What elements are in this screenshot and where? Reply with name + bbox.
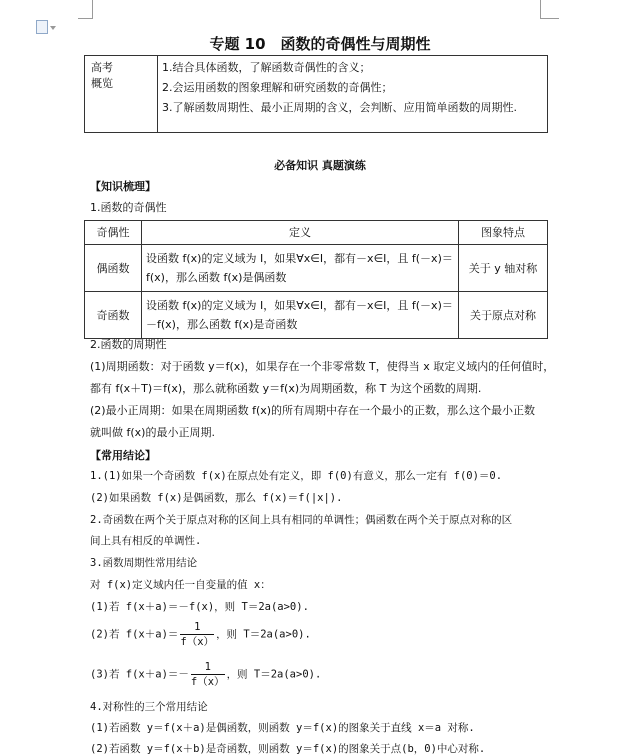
page-corner-top-left [78,0,93,19]
conclusion-line: (2)如果函数 f(x)是偶函数，那么 f(x)＝f(|x|). [90,492,343,504]
table-header: 定义 [142,221,459,245]
section-title: 必备知识 真题演练 [274,159,366,172]
table-cell-feature: 关于原点对称 [459,292,548,339]
overview-line: 2.会运用函数的图象理解和研究函数的奇偶性； [162,81,393,94]
fraction-line: (2)若 f(x＋a)＝ $\frac{1}{f(x)}$ ，则 T＝2a(a>0). [90,621,311,648]
item-heading: 1.函数的奇偶性 [90,201,167,214]
conclusion-line: 3.函数周期性常用结论 [90,557,198,569]
table-cell-feature: 关于 y 轴对称 [459,245,548,292]
conclusion-heading: 【常用结论】 [90,449,156,462]
paragraph-line: 都有 f(x＋T)＝f(x)，那么就称函数 y＝f(x)为周期函数，称 T 为这个函数的周期. [90,382,482,395]
document-icon[interactable] [36,20,48,34]
conclusion-line: 1.(1)如果一个奇函数 f(x)在原点处有定义，即 f(0)有意义，那么一定有 f(0)＝0. [90,470,503,482]
fraction-line: (3)若 f(x＋a)＝－ $\frac{1}{f(x)}$ ，则 T＝2a(a>0). [90,661,322,688]
table-header: 图象特点 [459,221,548,245]
overview-line: 1.结合具体函数，了解函数奇偶性的含义； [162,61,371,74]
table-header: 奇偶性 [85,221,142,245]
table-cell-name: 偶函数 [85,245,142,292]
conclusion-line: 间上具有相反的单调性. [90,535,202,547]
item-heading: 2.函数的周期性 [90,338,167,351]
page-corner-top-right [540,0,559,19]
page-title: 专题 10 函数的奇偶性与周期性 [209,35,431,53]
exam-overview-table [84,55,548,133]
conclusion-line: (1)若函数 y＝f(x＋a)是偶函数，则函数 y＝f(x)的图象关于直线 x＝a 对称. [90,722,475,734]
conclusion-line: (1)若 f(x＋a)＝－f(x)，则 T＝2a(a>0). [90,601,309,613]
overview-header: 高考 概览 [85,56,158,133]
parity-table [84,220,548,339]
paragraph-line: 就叫做 f(x)的最小正周期. [90,426,215,439]
fraction: $\frac{1}{f(x)}$ [190,661,225,688]
conclusion-line: 2.奇函数在两个关于原点对称的区间上具有相同的单调性；偶函数在两个关于原点对称的区 [90,514,513,526]
conclusion-line: (2)若函数 y＝f(x＋b)是奇函数，则函数 y＝f(x)的图象关于点(b，0)中心对称. [90,743,486,755]
overview-body [158,56,548,133]
overview-line: 3.了解函数周期性、最小正周期的含义，会判断、应用简单函数的周期性. [162,101,517,114]
table-cell-definition: 设函数 f(x)的定义域为 I，如果∀x∈I，都有－x∈I，且 f(－x)＝ －f(x)，那么函数 f(x)是奇函数 [142,292,459,339]
paragraph-line: (1)周期函数：对于函数 y＝f(x)，如果存在一个非零常数 T，使得当 x 取定义域内的任何值时， [90,360,555,373]
fraction: $\frac{1}{f(x)}$ [180,621,215,648]
table-cell-name: 奇函数 [85,292,142,339]
knowledge-heading: 【知识梳理】 [90,180,156,193]
item-heading: 4.对称性的三个常用结论 [90,701,208,713]
conclusion-line: 对 f(x)定义域内任一自变量的值 x： [90,579,271,591]
paragraph-line: (2)最小正周期：如果在周期函数 f(x)的所有周期中存在一个最小的正数，那么这个最小正数 [90,404,536,417]
table-cell-definition: 设函数 f(x)的定义域为 I，如果∀x∈I，都有－x∈I，且 f(－x)＝ f(x)，那么函数 f(x)是偶函数 [142,245,459,292]
